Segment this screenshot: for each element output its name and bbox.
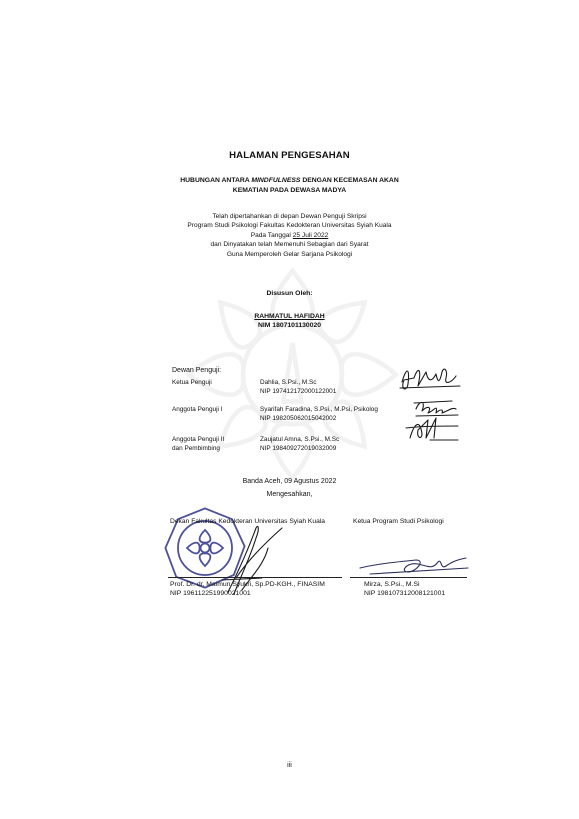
head-name: Mirza, S.Psi., M.Si <box>364 581 420 588</box>
examiner-name-3: Zaujatul Amna, S.Psi., M.Sc <box>260 436 340 443</box>
author-name: RAHMATUL HAFIDAH <box>254 313 325 320</box>
examiner-nip-2: NIP 198205062015042002 <box>260 415 337 422</box>
thesis-title-line1: HUBUNGAN ANTARA MINDFULNESS DENGAN KECEMASAN AKAN <box>180 177 399 184</box>
thesis-title-line2: KEMATIAN PADA DEWASA MADYA <box>232 187 347 194</box>
place-date: Banda Aceh, 09 Agustus 2022 <box>242 478 337 485</box>
examiner-nip-1: NIP 197412172000122001 <box>260 388 337 395</box>
dean-title: Dekan Fakultas Kedokteran Universitas Syiah Kuala <box>170 518 326 525</box>
examiner-role-2: Anggota Penguji I <box>172 406 223 413</box>
page-title: HALAMAN PENGESAHAN <box>229 150 350 161</box>
head-signature-line <box>350 577 467 578</box>
author-heading: Disusun Oleh: <box>266 290 313 297</box>
signature-ketua-penguji <box>396 360 466 398</box>
examiner-name-2: Syarifah Faradina, S.Psi., M.Psi, Psikolog <box>260 406 378 413</box>
signature-head-program <box>356 552 474 578</box>
examiner-nip-3: NIP 198409272019032009 <box>260 445 337 452</box>
head-title: Ketua Program Studi Psikologi <box>353 518 444 525</box>
dean-name: Prof. Dr. dr. Maimun Syukri, Sp.PD-KGH., FINASIM <box>170 581 325 588</box>
approval-statement: Telah dipertahankan di depan Dewan Penguji Skripsi Program Studi Psikologi Fakultas Kedokteran Universitas Syiah Kuala Pada Tanggal 25 Juli 2022 dan Dinyatakan telah Memenuhi Sebagian dari Syarat Guna Memperoleh Gelar Sarjana Psikologi <box>187 213 392 258</box>
signature-anggota-penguji-2 <box>404 414 462 444</box>
page-number: iii <box>287 762 292 769</box>
approved-label: Mengesahkan, <box>266 491 313 498</box>
dean-signature-line <box>168 577 342 578</box>
author-nim: NIM 1807101130020 <box>257 322 322 329</box>
examiner-name-1: Dahlia, S.Psi., M.Sc <box>260 379 317 386</box>
examiner-role-1: Ketua Penguji <box>172 379 212 386</box>
defense-date: 25 Juli 2022 <box>292 231 329 239</box>
examiner-role-3b: dan Pembimbing <box>172 445 220 452</box>
examiners-heading: Dewan Penguji: <box>172 367 222 374</box>
thesis-title-italic: MINDFULNESS <box>251 177 301 184</box>
examiner-role-3: Anggota Penguji II <box>172 436 225 443</box>
head-nip: NIP 198107312008121001 <box>364 590 446 597</box>
dean-nip: NIP 196112251990021001 <box>170 590 251 597</box>
